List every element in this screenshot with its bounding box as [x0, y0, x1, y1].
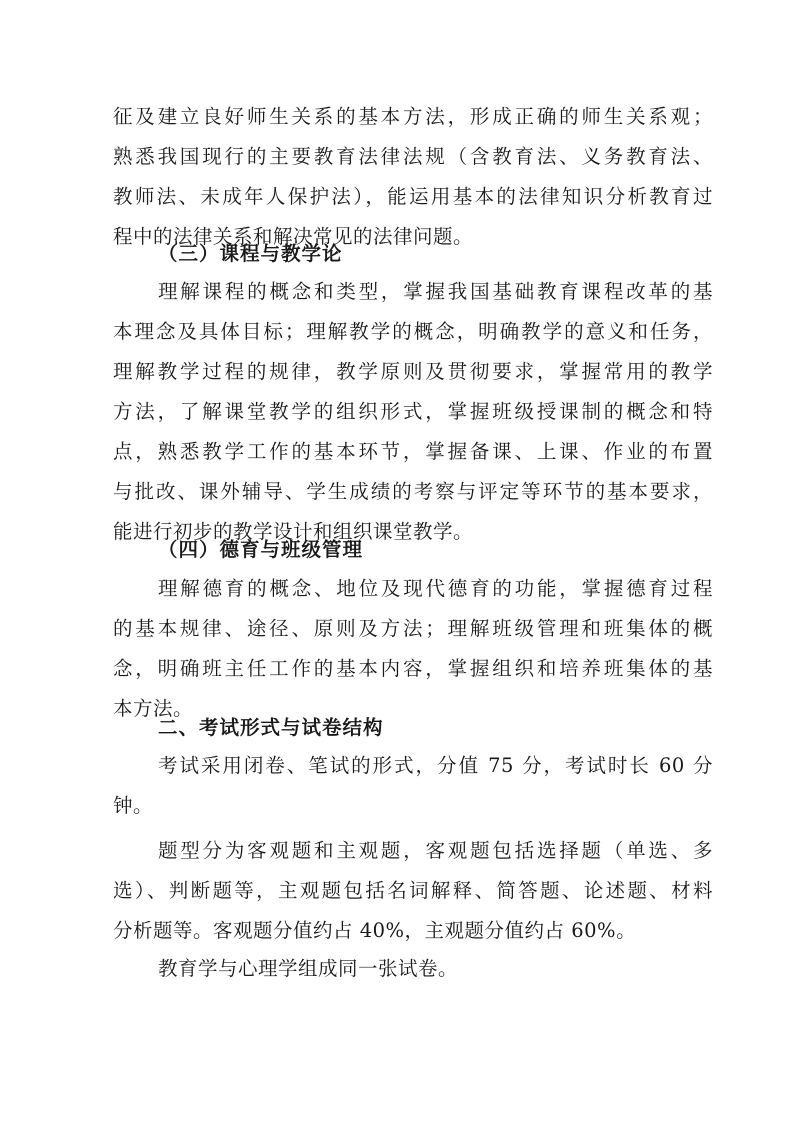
- paragraph-line: 方法，了解课堂教学的组织形式，掌握班级授课制的概念和特: [113, 400, 713, 423]
- paragraph-line: 程中的法律关系和解决常见的法律问题。: [113, 225, 474, 248]
- paragraph-line: 念，明确班主任工作的基本内容，掌握组织和培养班集体的基: [113, 657, 713, 680]
- paragraph-line: 钟。: [113, 794, 154, 817]
- paragraph-line: 选）、判断题等，主观题包括名词解释、简答题、论述题、材料: [113, 879, 713, 902]
- paragraph-line: 本方法。: [113, 697, 194, 720]
- paragraph-line: 与批改、课外辅导、学生成绩的考察与评定等环节的基本要求，: [113, 480, 713, 503]
- paragraph-line: 能进行初步的教学设计和组织课堂教学。: [113, 520, 474, 543]
- paragraph-line: 教育学与心理学组成同一张试卷。: [158, 957, 459, 980]
- paragraph-line: 理解德育的概念、地位及现代德育的功能，掌握德育过程: [158, 577, 713, 600]
- paragraph-line: 本理念及具体目标；理解教学的概念，明确教学的意义和任务，: [113, 320, 713, 343]
- paragraph-line: 理解课程的概念和类型，掌握我国基础教育课程改革的基: [158, 280, 713, 303]
- paragraph-line: 分析题等。客观题分值约占 40%，主观题分值约占 60%。: [113, 919, 637, 942]
- paragraph-line: 点，熟悉教学工作的基本环节，掌握备课、上课、作业的布置: [113, 440, 713, 463]
- paragraph-line: 理解教学过程的规律，教学原则及贯彻要求，掌握常用的教学: [113, 360, 713, 383]
- paragraph-line: 熟悉我国现行的主要教育法律法规（含教育法、义务教育法、: [113, 145, 713, 168]
- paragraph-line: 考试采用闭卷、笔试的形式，分值 75 分，考试时长 60 分: [158, 754, 713, 777]
- section-heading-moral-education: （四）德育与班级管理: [158, 538, 364, 561]
- section-heading-exam-format: 二、考试形式与试卷结构: [158, 716, 384, 739]
- section-heading-curriculum: （三）课程与教学论: [158, 242, 343, 265]
- paragraph-line: 征及建立良好师生关系的基本方法，形成正确的师生关系观；: [113, 105, 713, 128]
- paragraph-line: 的基本规律、途径、原则及方法；理解班级管理和班集体的概: [113, 617, 713, 640]
- paragraph-line: 教师法、未成年人保护法），能运用基本的法律知识分析教育过: [113, 185, 713, 208]
- paragraph-line: 题型分为客观题和主观题，客观题包括选择题（单选、多: [158, 839, 713, 862]
